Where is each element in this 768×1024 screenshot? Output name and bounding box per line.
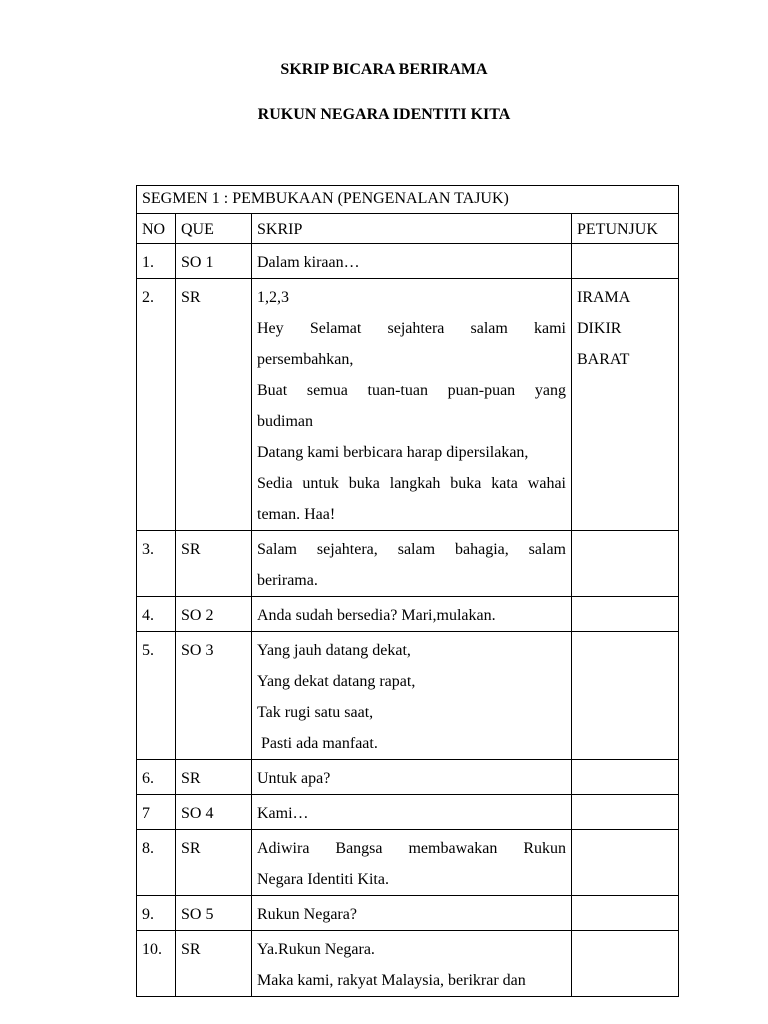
table-row	[137, 531, 679, 597]
row-petunjuk	[572, 931, 679, 997]
skrip-line: Adiwira Bangsa membawakan Rukun	[257, 840, 566, 857]
row-que: SO 1	[176, 244, 252, 279]
petunjuk-line: DIKIR	[577, 320, 622, 337]
row-skrip	[252, 279, 572, 531]
petunjuk-line: BARAT	[577, 351, 630, 368]
skrip-line: berirama.	[257, 572, 318, 589]
skrip-line: Yang dekat datang rapat,	[257, 673, 416, 690]
table-row	[137, 896, 679, 931]
row-que: SO 5	[176, 896, 252, 931]
row-petunjuk	[572, 597, 679, 632]
row-no: 3.	[137, 531, 176, 597]
skrip-line: Anda sudah bersedia? Mari,mulakan.	[257, 607, 496, 624]
skrip-line: Dalam kiraan…	[257, 254, 360, 271]
header-que: QUE	[176, 214, 252, 244]
table-row	[137, 931, 679, 997]
skrip-line: Kami…	[257, 805, 309, 822]
skrip-line: Untuk apa?	[257, 770, 331, 787]
skrip-line: Tak rugi satu saat,	[257, 704, 374, 721]
row-que: SO 4	[176, 795, 252, 830]
skrip-line: Pasti ada manfaat.	[261, 735, 378, 752]
header-row	[137, 214, 679, 244]
skrip-line: Datang kami berbicara harap dipersilakan,	[257, 444, 529, 461]
row-skrip	[252, 760, 572, 795]
header-skrip: SKRIP	[252, 214, 572, 244]
skrip-line: 1,2,3	[257, 289, 289, 306]
row-skrip	[252, 795, 572, 830]
row-que: SR	[176, 931, 252, 997]
row-skrip	[252, 896, 572, 931]
table-row	[137, 760, 679, 795]
segment-title: SEGMEN 1 : PEMBUKAAN (PENGENALAN TAJUK)	[137, 186, 679, 214]
table-row	[137, 795, 679, 830]
row-petunjuk	[572, 795, 679, 830]
petunjuk-line: IRAMA	[577, 289, 631, 306]
row-no: 10.	[137, 931, 176, 997]
row-petunjuk	[572, 244, 679, 279]
row-no: 8.	[137, 830, 176, 896]
row-que: SO 2	[176, 597, 252, 632]
row-petunjuk	[572, 531, 679, 597]
row-petunjuk	[572, 632, 679, 760]
row-skrip	[252, 244, 572, 279]
skrip-line: Yang jauh datang dekat,	[257, 642, 411, 659]
page-title: SKRIP BICARA BERIRAMA	[280, 61, 488, 78]
row-no: 7	[137, 795, 176, 830]
row-petunjuk	[572, 279, 679, 531]
row-que: SR	[176, 279, 252, 531]
table-row	[137, 597, 679, 632]
row-no: 1.	[137, 244, 176, 279]
row-skrip	[252, 531, 572, 597]
skrip-line: Negara Identiti Kita.	[257, 871, 389, 888]
row-no: 5.	[137, 632, 176, 760]
table-row	[137, 279, 679, 531]
table-row	[137, 830, 679, 896]
skrip-line: Sedia untuk buka langkah buka kata wahai	[257, 475, 566, 492]
skrip-line: budiman	[257, 413, 313, 430]
header-petunjuk: PETUNJUK	[572, 214, 679, 244]
row-skrip	[252, 830, 572, 896]
row-no: 9.	[137, 896, 176, 931]
row-petunjuk	[572, 830, 679, 896]
row-skrip	[252, 931, 572, 997]
row-no: 6.	[137, 760, 176, 795]
row-no: 4.	[137, 597, 176, 632]
skrip-line: Hey Selamat sejahtera salam kami	[257, 320, 566, 337]
header-no: NO	[137, 214, 176, 244]
page-subtitle: RUKUN NEGARA IDENTITI KITA	[257, 106, 511, 123]
segment-row	[137, 186, 679, 214]
skrip-line: Buat semua tuan-tuan puan-puan yang	[257, 382, 566, 399]
skrip-line: Salam sejahtera, salam bahagia, salam	[257, 541, 566, 558]
row-que: SR	[176, 531, 252, 597]
row-petunjuk	[572, 760, 679, 795]
row-skrip	[252, 632, 572, 760]
table-row	[137, 244, 679, 279]
skrip-line: Ya.Rukun Negara.	[257, 941, 375, 958]
row-que: SO 3	[176, 632, 252, 760]
row-petunjuk	[572, 896, 679, 931]
row-que: SR	[176, 760, 252, 795]
skrip-line: persembahkan,	[257, 351, 354, 368]
row-que: SR	[176, 830, 252, 896]
skrip-line: Maka kami, rakyat Malaysia, berikrar dan	[257, 972, 526, 989]
row-no: 2.	[137, 279, 176, 531]
script-table	[136, 185, 679, 997]
skrip-line: Rukun Negara?	[257, 906, 357, 923]
skrip-line: teman. Haa!	[257, 506, 336, 523]
table-row	[137, 632, 679, 760]
row-skrip	[252, 597, 572, 632]
